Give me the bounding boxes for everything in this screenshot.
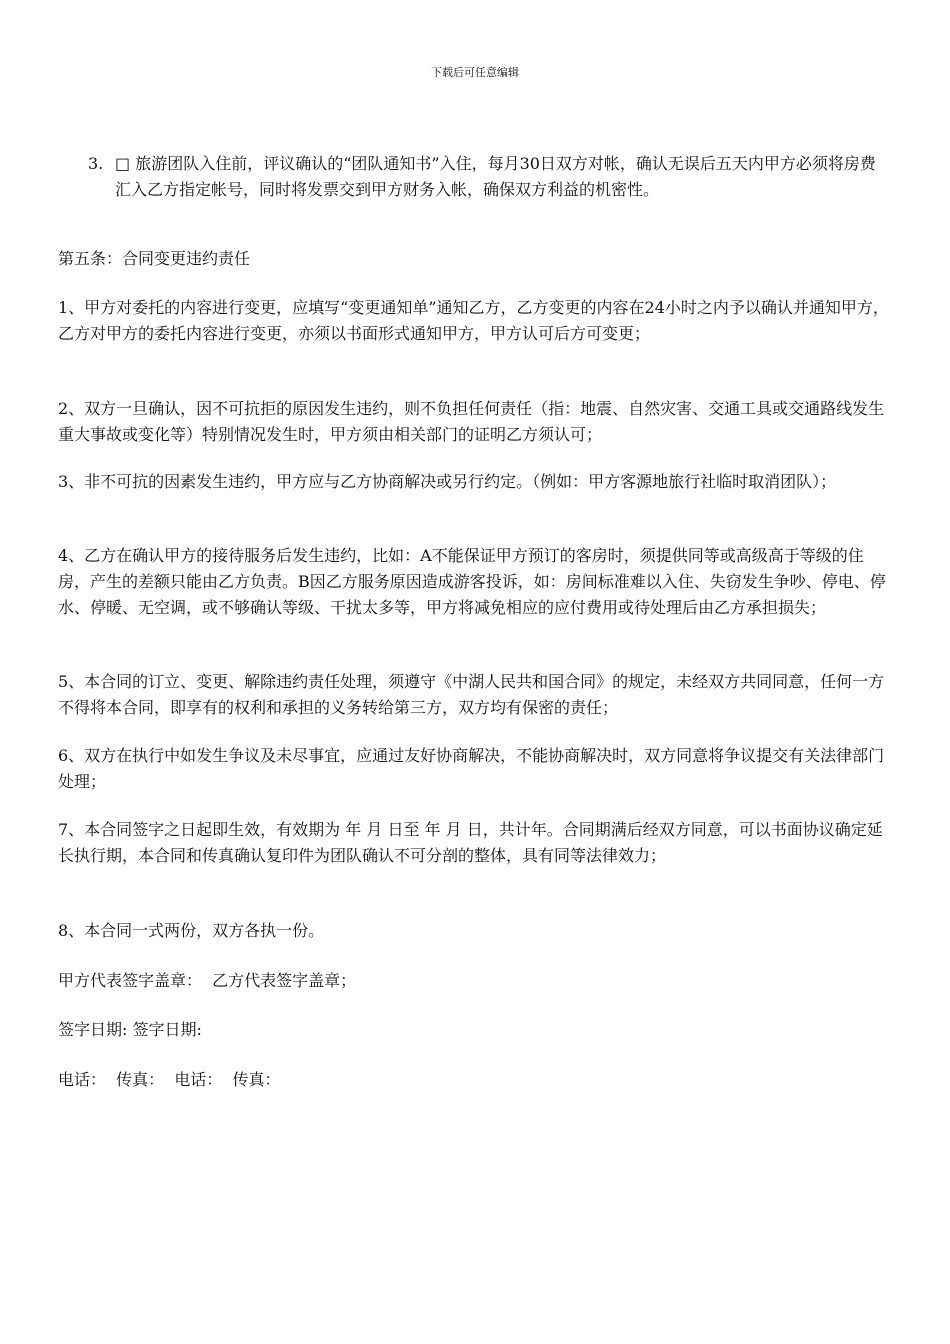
clause-8: 8、本合同一式两份，双方各执一份。	[58, 921, 325, 940]
page-header: 下载后可任意编辑	[431, 66, 519, 79]
clause-4: 4、乙方在确认甲方的接待服务后发生违约，比如：A不能保证甲方预订的客房时，须提供同等或高级高于等级的住房，产生的差额只能由乙方负责。B因乙方服务原因造成游客投诉，如：房间标准难以入住、失窃发生争吵、停电、停水、停暖、无空调，或不够确认等级、干扰太多等，甲方将减免相应的应付费用或待处理后由乙方承担损失；	[58, 546, 886, 617]
clause-item-3-number: 3.	[88, 154, 104, 173]
clause-2: 2、双方一旦确认，因不可抗拒的原因发生违约，则不负担任何责任（指：地震、自然灾害、交通工具或交通路线发生重大事故或变化等）特别情况发生时，甲方须由相关部门的证明乙方须认可；	[58, 399, 885, 444]
clause-1: 1、甲方对委托的内容进行变更，应填写“变更通知单”通知乙方，乙方变更的内容在24小时之内予以确认并通知甲方，乙方对甲方的委托内容进行变更，亦须以书面形式通知甲方，甲方认可后方可变更；	[58, 298, 889, 343]
clause-item-3-text: □ 旅游团队入住前，评议确认的“团队通知书”入住，每月30日双方对帐，确认无误后五天内甲方必须将房费汇入乙方指定帐号，同时将发票交到甲方财务入帐，确保双方利益的机密性。	[115, 154, 876, 199]
clause-item-3	[88, 151, 888, 203]
section-title: 第五条：合同变更违约责任	[58, 249, 251, 268]
clause-6: 6、双方在执行中如发生争议及未尽事宜，应通过友好协商解决，不能协商解决时，双方同意将争议提交有关法律部门处理；	[58, 746, 885, 791]
clause-3: 3、非不可抗的因素发生违约，甲方应与乙方协商解决或另行约定。（例如：甲方客源地旅行社临时取消团队）；	[58, 472, 837, 491]
signature-line: 甲方代表签字盖章： 乙方代表签字盖章；	[58, 971, 357, 990]
signing-date-line: 签字日期: 签字日期:	[58, 1020, 202, 1039]
clause-7: 7、本合同签字之日起即生效，有效期为 年 月 日至 年 月 日，共计年。合同期满后经双方同意，可以书面协议确定延长执行期，本合同和传真确认复印件为团队确认不可分剖的整体，具有同等法律效力；	[58, 820, 883, 865]
clause-5: 5、本合同的订立、变更、解除违约责任处理，须遵守《中湖人民共和国合同》的规定，未经双方共同同意，任何一方不得将本合同，即享有的权利和承担的义务转给第三方，双方均有保密的责任；	[58, 672, 885, 717]
contact-line: 电话： 传真： 电话： 传真：	[58, 1070, 281, 1089]
